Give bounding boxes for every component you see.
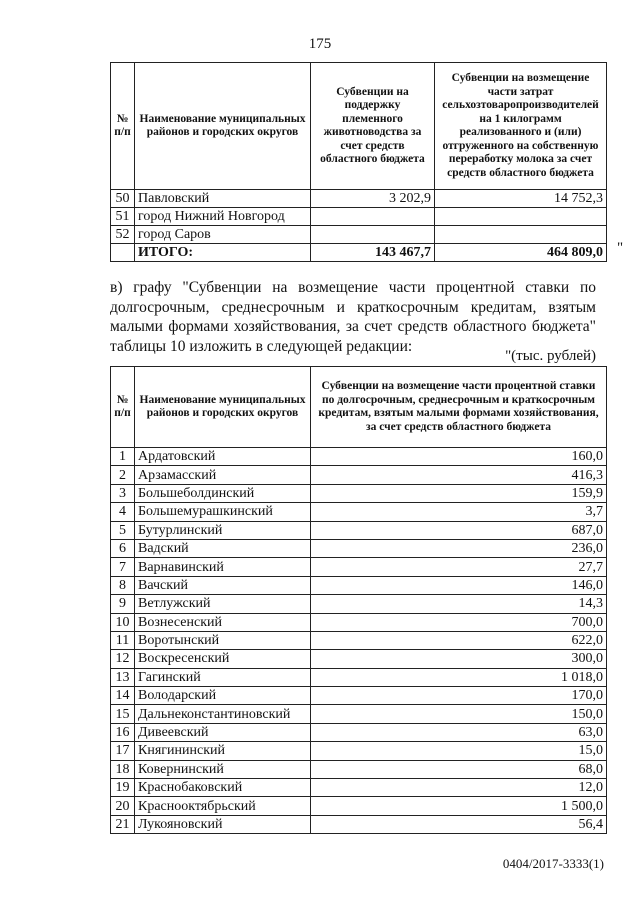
header-name: Наименование муниципальных районов и городских округов <box>135 367 311 448</box>
row-num: 12 <box>111 650 135 668</box>
row-name: Ардатовский <box>135 448 311 466</box>
row-num: 13 <box>111 668 135 686</box>
row-value: 63,0 <box>311 723 607 741</box>
table-row <box>111 558 607 576</box>
row-num: 4 <box>111 503 135 521</box>
row-name: Княгининский <box>135 742 311 760</box>
total-num-cell <box>111 244 135 262</box>
row-num: 6 <box>111 539 135 557</box>
row-value: 146,0 <box>311 576 607 594</box>
table-row <box>111 521 607 539</box>
row-name: Краснобаковский <box>135 779 311 797</box>
document-code: 0404/2017-3333(1) <box>502 856 604 871</box>
table-row <box>111 484 607 502</box>
row-value: 416,3 <box>311 466 607 484</box>
row-name: Краснооктябрьский <box>135 797 311 815</box>
row-name: Лукояновский <box>135 815 311 833</box>
table-row <box>111 779 607 797</box>
row-num: 52 <box>111 226 135 244</box>
row-name: Павловский <box>135 190 311 208</box>
row-num: 16 <box>111 723 135 741</box>
row-num: 14 <box>111 687 135 705</box>
row-num: 51 <box>111 208 135 226</box>
row-name: Воскресенский <box>135 650 311 668</box>
row-name: Дальнеконстантиновский <box>135 705 311 723</box>
table-row <box>111 190 607 208</box>
row-name: Гагинский <box>135 668 311 686</box>
row-breeding-value <box>311 208 435 226</box>
row-name: Большемурашкинский <box>135 503 311 521</box>
table-row <box>111 448 607 466</box>
row-value: 1 018,0 <box>311 668 607 686</box>
row-milk-value <box>435 226 607 244</box>
row-breeding-value <box>311 226 435 244</box>
table-row <box>111 760 607 778</box>
header-breeding-subsidy: Субвенции на поддержку племенного животноводства за счет средств областного бюджета <box>311 63 435 190</box>
row-name: Большеболдинский <box>135 484 311 502</box>
row-name: Воротынский <box>135 631 311 649</box>
table-row <box>111 613 607 631</box>
table-row <box>111 576 607 594</box>
table-row <box>111 815 607 833</box>
row-num: 18 <box>111 760 135 778</box>
row-value: 160,0 <box>311 448 607 466</box>
header-num: № п/п <box>111 367 135 448</box>
page-number: 175 <box>308 36 332 52</box>
row-value: 687,0 <box>311 521 607 539</box>
row-value: 3,7 <box>311 503 607 521</box>
total-label: ИТОГО: <box>135 244 311 262</box>
table-row <box>111 631 607 649</box>
row-value: 68,0 <box>311 760 607 778</box>
row-name: Вачский <box>135 576 311 594</box>
table-row <box>111 466 607 484</box>
row-name: Дивеевский <box>135 723 311 741</box>
table-row <box>111 595 607 613</box>
row-value: 56,4 <box>311 815 607 833</box>
row-name: Бутурлинский <box>135 521 311 539</box>
table-row <box>111 723 607 741</box>
row-value: 159,9 <box>311 484 607 502</box>
table-header-row <box>111 367 607 448</box>
row-name: Вадский <box>135 539 311 557</box>
row-num: 15 <box>111 705 135 723</box>
row-name: Арзамасский <box>135 466 311 484</box>
row-value: 150,0 <box>311 705 607 723</box>
row-name: Володарский <box>135 687 311 705</box>
row-value: 300,0 <box>311 650 607 668</box>
total-row <box>111 244 607 262</box>
total-milk-value: 464 809,0 <box>435 244 607 262</box>
table-row <box>111 650 607 668</box>
table-row <box>111 742 607 760</box>
amendment-paragraph: в) графу "Субвенции на возмещение части процентной ставки по долгосрочным, среднесрочным и краткосрочным кредитам, взятым малыми формами хозяйствования, за счет средств областного бюджета" таблицы 10 изложить в следующей редакции: <box>110 279 596 355</box>
table-row <box>111 539 607 557</box>
row-value: 27,7 <box>311 558 607 576</box>
table-row <box>111 503 607 521</box>
interest-subsidy-table <box>110 366 607 834</box>
table-row <box>111 687 607 705</box>
row-num: 20 <box>111 797 135 815</box>
row-num: 8 <box>111 576 135 594</box>
table-row <box>111 208 607 226</box>
row-milk-value: 14 752,3 <box>435 190 607 208</box>
row-value: 236,0 <box>311 539 607 557</box>
table-row <box>111 668 607 686</box>
row-value: 700,0 <box>311 613 607 631</box>
row-num: 1 <box>111 448 135 466</box>
row-num: 7 <box>111 558 135 576</box>
subsidies-table-continuation <box>110 62 607 262</box>
units-label: "(тыс. рублей) <box>505 348 596 364</box>
row-name: Вознесенский <box>135 613 311 631</box>
row-breeding-value: 3 202,9 <box>311 190 435 208</box>
table-row <box>111 226 607 244</box>
row-num: 3 <box>111 484 135 502</box>
header-name: Наименование муниципальных районов и городских округов <box>135 63 311 190</box>
row-value: 170,0 <box>311 687 607 705</box>
row-num: 2 <box>111 466 135 484</box>
row-num: 19 <box>111 779 135 797</box>
row-num: 9 <box>111 595 135 613</box>
row-value: 14,3 <box>311 595 607 613</box>
header-milk-subsidy: Субвенции на возмещение части затрат сельхозтоваропроизводителей на 1 килограмм реализованного и (или) отгруженного на собственную переработку молока за счет средств областного бюджета <box>435 63 607 190</box>
row-value: 15,0 <box>311 742 607 760</box>
row-name: Ветлужский <box>135 595 311 613</box>
row-num: 11 <box>111 631 135 649</box>
row-name: Варнавинский <box>135 558 311 576</box>
row-name: город Саров <box>135 226 311 244</box>
row-num: 50 <box>111 190 135 208</box>
table-header-row <box>111 63 607 190</box>
row-value: 12,0 <box>311 779 607 797</box>
row-num: 21 <box>111 815 135 833</box>
row-value: 1 500,0 <box>311 797 607 815</box>
row-value: 622,0 <box>311 631 607 649</box>
header-num: № п/п <box>111 63 135 190</box>
total-breeding-value: 143 467,7 <box>311 244 435 262</box>
row-num: 10 <box>111 613 135 631</box>
row-milk-value <box>435 208 607 226</box>
row-name: Ковернинский <box>135 760 311 778</box>
table-row <box>111 797 607 815</box>
row-name: город Нижний Новгород <box>135 208 311 226</box>
table-row <box>111 705 607 723</box>
header-interest-subsidy: Субвенции на возмещение части процентной ставки по долгосрочным, среднесрочным и краткосрочным кредитам, взятым малыми формами хозяйствования, за счет средств областного бюджета <box>311 367 607 448</box>
row-num: 5 <box>111 521 135 539</box>
row-num: 17 <box>111 742 135 760</box>
closing-quote: " <box>617 240 624 256</box>
